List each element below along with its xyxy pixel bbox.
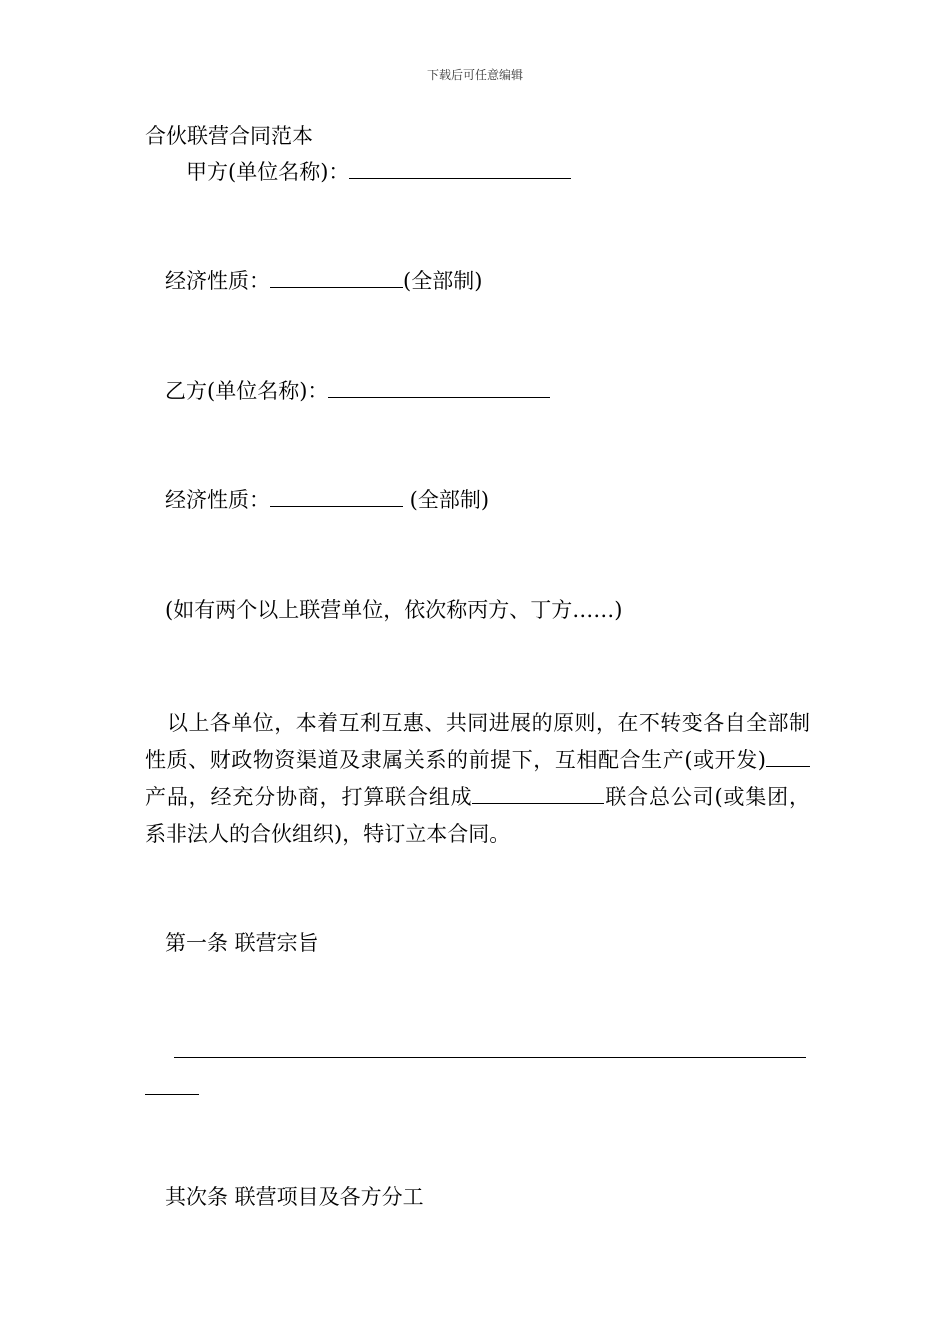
preamble-part1: 以上各单位，本着互利互惠、共同进展的原则，在不转变各自全部制性质、财政物资渠道及隶属关系的前提下，互相配合生产(或开发) [145,711,810,772]
preamble-paragraph [145,705,810,853]
page-header: 下载后可任意编辑 [426,68,523,82]
preamble-part3: 联合总公司(或集团，系非法人的合伙组织)，特订立本合同。 [145,785,810,846]
article-1-content-blank[interactable] [174,1057,806,1058]
party-a-label: 甲方(单位名称)： [186,160,350,184]
party-a-nature-blank[interactable] [270,269,403,288]
article-1-content-blank-continued[interactable] [145,1094,199,1095]
article-2-heading: 其次条 联营项目及各方分工 [165,1185,424,1209]
party-b-name-blank[interactable] [328,379,550,398]
party-b-nature-line [165,486,489,514]
additional-parties-note: (如有两个以上联营单位，依次称丙方、丁方……) [165,598,623,622]
party-b-nature-blank[interactable] [270,488,403,507]
party-b-nature-suffix: (全部制) [403,488,490,512]
product-blank[interactable] [766,750,810,767]
preamble-part2: 产品，经充分协商，打算联合组成 [145,785,473,809]
company-name-blank[interactable] [472,787,604,804]
party-b-label: 乙方(单位名称)： [165,379,329,403]
party-a-nature-suffix: (全部制) [403,269,483,293]
document-title: 合伙联营合同范本 [145,124,313,148]
party-a-nature-line [165,267,482,295]
party-a-line [186,158,571,186]
party-b-line [165,377,550,405]
party-a-nature-label: 经济性质： [165,269,270,293]
party-b-nature-label: 经济性质： [165,488,270,512]
article-1-heading: 第一条 联营宗旨 [165,931,319,955]
party-a-name-blank[interactable] [349,160,571,179]
